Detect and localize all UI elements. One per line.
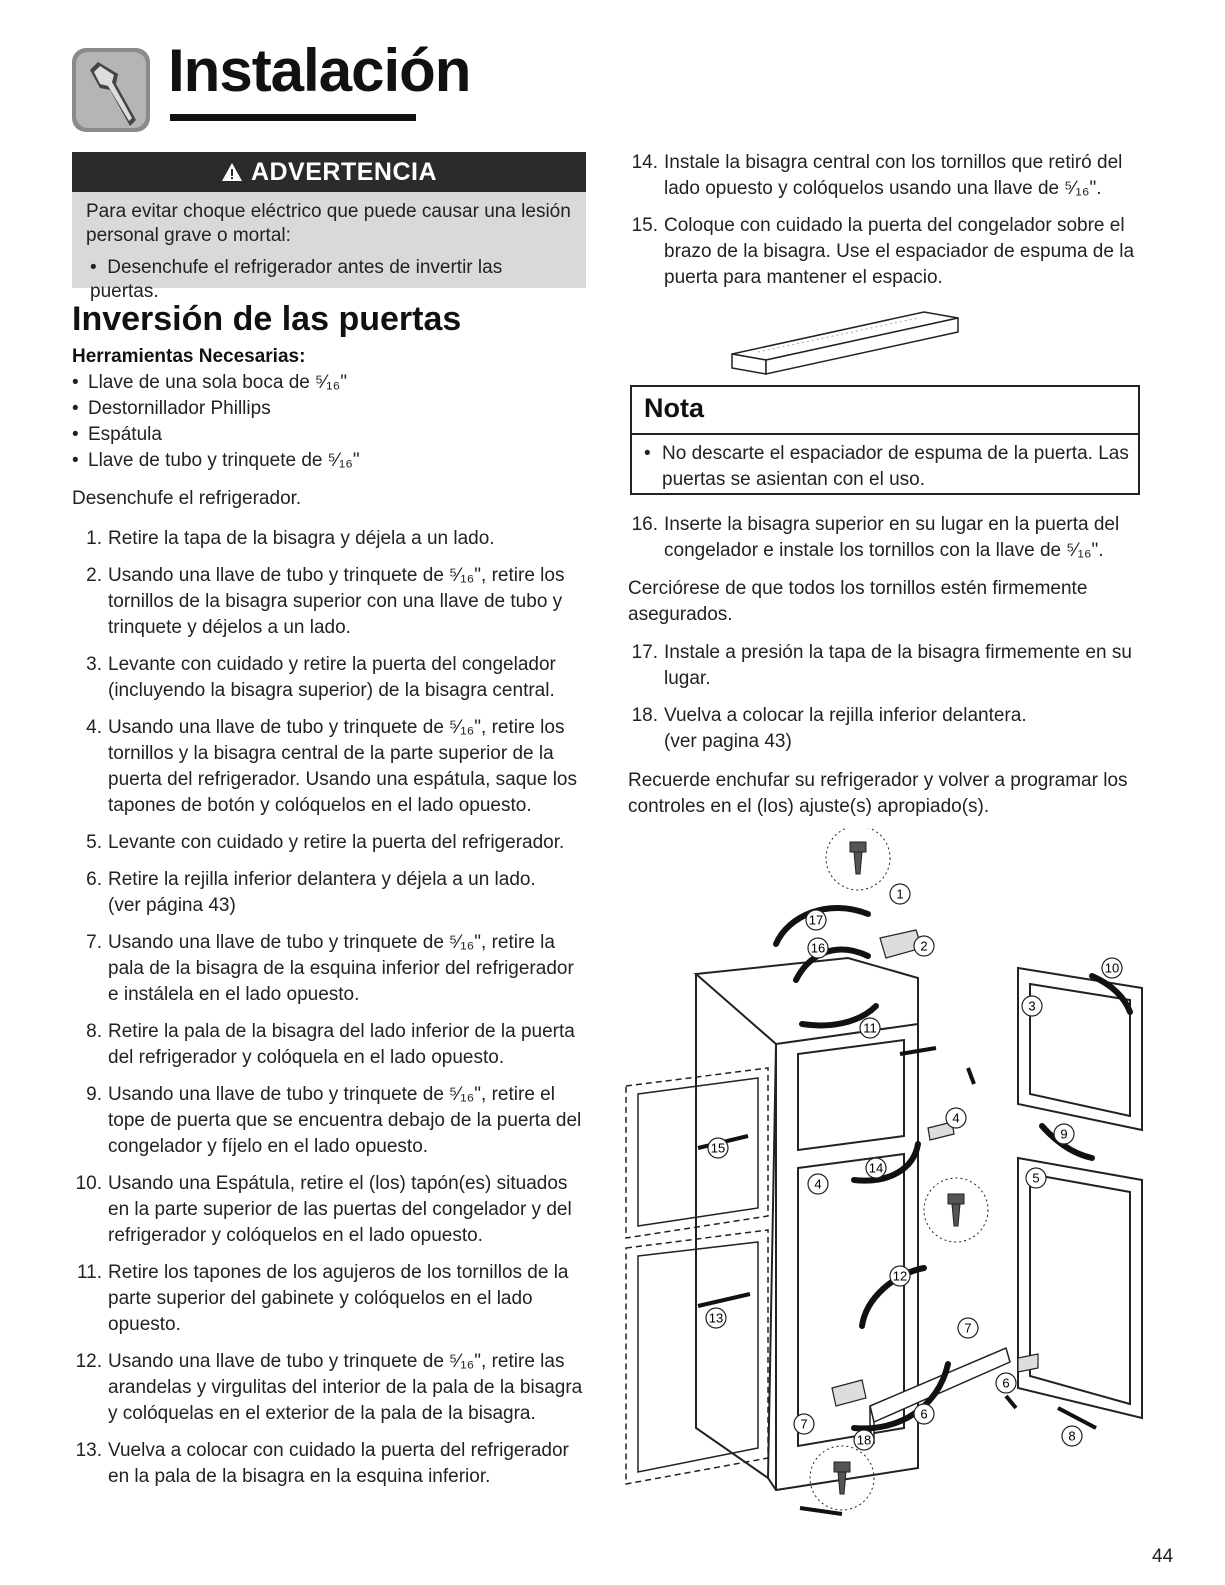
page-title: Instalación [168, 37, 471, 104]
step-text-line: tapones de botón y colóquelos en el lado opuesto. [108, 795, 532, 816]
step-text-line: Retire la tapa de la bisagra y déjela a un lado. [108, 528, 495, 549]
callout-label: 13 [708, 1310, 724, 1326]
step-number: 5. [86, 832, 102, 853]
tool-item: • Destornillador Phillips [72, 398, 271, 419]
warning-line-2: personal grave o mortal: [86, 225, 291, 246]
callout-label: 11 [863, 1020, 877, 1036]
step-text-line: puerta del refrigerador. Usando una espátula, saque los [108, 769, 577, 790]
remember-line-1: Recuerde enchufar su refrigerador y volver a programar los [628, 770, 1128, 791]
step-number: 16. [631, 514, 658, 535]
step-text-line: Vuelva a colocar la rejilla inferior delantera. [664, 705, 1027, 726]
callout-label: 18 [856, 1432, 872, 1448]
section-title: Inversión de las puertas [72, 300, 462, 338]
step-text-line: Inserte la bisagra superior en su lugar en la puerta del [664, 514, 1120, 535]
step-number: 17. [631, 642, 658, 663]
step-text-line: Instale a presión la tapa de la bisagra firmemente en su [664, 642, 1132, 663]
warning-triangle-icon [221, 152, 243, 192]
step-text-line: Usando una llave de tubo y trinquete de ⁵⁄₁₆", retire los [108, 717, 565, 738]
callout-label: 15 [710, 1140, 726, 1156]
callout-label: 3 [1028, 998, 1036, 1014]
callout-label: 8 [1068, 1428, 1076, 1444]
step-text-line: tope de puerta que se encuentra debajo de la puerta del [108, 1110, 582, 1131]
step-text-line: (incluyendo la bisagra superior) de la bisagra central. [108, 680, 555, 701]
callout-label: 6 [920, 1406, 928, 1422]
step-text-line: parte superior del gabinete y colóquelos en el lado [108, 1288, 533, 1309]
check-line-1: Cerciórese de que todos los tornillos estén firmemente [628, 578, 1088, 599]
step-text-line: Retire la rejilla inferior delantera y déjela a un lado. [108, 869, 536, 890]
callout-label: 5 [1032, 1170, 1040, 1186]
step-text-line: lugar. [664, 668, 711, 689]
step-text-line: Usando una Espátula, retire el (los) tapón(es) situados [108, 1173, 568, 1194]
warning-line-1: Para evitar choque eléctrico que puede causar una lesión [86, 201, 571, 222]
step-number: 7. [86, 932, 102, 953]
note-divider [632, 433, 1138, 435]
note-title: Nota [644, 393, 704, 423]
step-text-line: (ver página 43) [108, 895, 236, 916]
step-number: 14. [631, 152, 658, 173]
step-text-line: del refrigerador y colóquela en el lado opuesto. [108, 1047, 505, 1068]
step-text-line: opuesto. [108, 1314, 181, 1335]
step-text-line: Instale la bisagra central con los tornillos que retiró del [664, 152, 1123, 173]
step-text-line: en la pala de la bisagra en la esquina inferior. [108, 1466, 491, 1487]
step-text-line: tornillos de la bisagra superior con una llave de tubo y [108, 591, 563, 612]
step-text-line: refrigerador y colóquelos en el lado opuesto. [108, 1225, 483, 1246]
callout-label: 9 [1060, 1126, 1068, 1142]
callout-label: 16 [810, 940, 826, 956]
callout-label: 2 [920, 938, 928, 954]
title-underline [170, 114, 416, 121]
step-text-line: Usando una llave de tubo y trinquete de ⁵⁄₁₆", retire las [108, 1351, 565, 1372]
remember-line-2: controles en el (los) ajuste(s) apropiado(s). [628, 796, 990, 817]
tool-item: • Espátula [72, 424, 162, 445]
callout-label: 4 [814, 1176, 822, 1192]
step-number: 2. [86, 565, 102, 586]
step-number: 9. [86, 1084, 102, 1105]
step-text-line: puerta para mantener el espacio. [664, 267, 943, 288]
warning-header [72, 152, 586, 192]
step-number: 8. [86, 1021, 102, 1042]
unplug-text: Desenchufe el refrigerador. [72, 488, 302, 509]
step-text-line: Levante con cuidado y retire la puerta del refrigerador. [108, 832, 565, 853]
step-number: 3. [86, 654, 102, 675]
tool-item: • Llave de tubo y trinquete de ⁵⁄₁₆" [72, 450, 360, 471]
step-text-line: Vuelva a colocar con cuidado la puerta del refrigerador [108, 1440, 569, 1461]
step-number: 15. [631, 215, 658, 236]
step-number: 11. [76, 1262, 102, 1283]
note-line-1: No descarte el espaciador de espuma de la puerta. Las [662, 443, 1129, 464]
callout-label: 7 [964, 1320, 972, 1336]
callout-label: 7 [800, 1416, 808, 1432]
callout-label: 12 [892, 1268, 908, 1284]
step-number: 6. [86, 869, 102, 890]
step-text-line: y colóquelas en el exterior de la pala de la bisagra. [108, 1403, 536, 1424]
callout-label: 17 [808, 912, 824, 928]
note-box [630, 385, 1140, 495]
note-text: • No descarte el espaciador de espuma de la puerta. Las puertas se asientan con el uso. [644, 441, 1130, 493]
warning-box [72, 152, 586, 302]
step-text-line: Coloque con cuidado la puerta del congelador sobre el [664, 215, 1125, 236]
step-text-line: trinquete y déjelos a un lado. [108, 617, 351, 638]
wrench-icon [72, 44, 152, 136]
door-reversal-diagram [618, 828, 1158, 1528]
warning-title: ADVERTENCIA [250, 158, 438, 186]
step-number: 12. [75, 1351, 102, 1372]
callout-label: 10 [1104, 960, 1120, 976]
step-number: 10. [75, 1173, 102, 1194]
callout-label: 4 [952, 1110, 960, 1126]
step-text-line: Usando una llave de tubo y trinquete de ⁵⁄₁₆", retire los [108, 565, 565, 586]
step-text-line: tornillos y la bisagra central de la parte superior de la [108, 743, 554, 764]
step-text-line: e instálela en el lado opuesto. [108, 984, 360, 1005]
callout-label: 1 [896, 886, 904, 902]
step-text-line: Retire los tapones de los agujeros de los tornillos de la [108, 1262, 569, 1283]
callout-label: 6 [1002, 1375, 1010, 1391]
tool-item: • Llave de una sola boca de ⁵⁄₁₆" [72, 372, 347, 393]
step-text-line: brazo de la bisagra. Use el espaciador de espuma de la [664, 241, 1135, 262]
step-text-line: en la parte superior de las puertas del congelador y del [108, 1199, 572, 1220]
step-number: 1. [86, 528, 102, 549]
warning-bullet-text: Desenchufe el refrigerador antes de invertir las puertas. [90, 257, 503, 302]
step-text-line: Retire la pala de la bisagra del lado inferior de la puerta [108, 1021, 575, 1042]
tools-heading: Herramientas Necesarias: [72, 346, 306, 367]
step-number: 13. [75, 1440, 102, 1461]
step-text-line: (ver pagina 43) [664, 731, 792, 752]
check-line-2: asegurados. [628, 604, 733, 625]
step-text-line: Levante con cuidado y retire la puerta del congelador [108, 654, 556, 675]
callout-label: 14 [868, 1160, 884, 1176]
warning-bullet: • Desenchufe el refrigerador antes de invertir las puertas. [90, 257, 503, 302]
note-line-2: puertas se asientan con el uso. [662, 469, 926, 490]
step-text-line: Usando una llave de tubo y trinquete de ⁵⁄₁₆", retire el [108, 1084, 555, 1105]
step-number: 18. [631, 705, 658, 726]
step-text-line: congelador y fíjelo en el lado opuesto. [108, 1136, 429, 1157]
step-text-line: pala de la bisagra de la esquina inferior del refrigerador [108, 958, 574, 979]
page-number: 44 [1152, 1546, 1174, 1567]
step-text-line: lado opuesto y colóquelos usando una llave de ⁵⁄₁₆". [664, 178, 1102, 199]
step-text-line: arandelas y virgulitas del interior de la pala de la bisagra [108, 1377, 583, 1398]
step-number: 4. [86, 717, 102, 738]
step-text-line: congelador e instale los tornillos con la llave de ⁵⁄₁₆". [664, 540, 1104, 561]
foam-spacer-illustration [728, 300, 960, 387]
step-text-line: Usando una llave de tubo y trinquete de ⁵⁄₁₆", retire la [108, 932, 555, 953]
